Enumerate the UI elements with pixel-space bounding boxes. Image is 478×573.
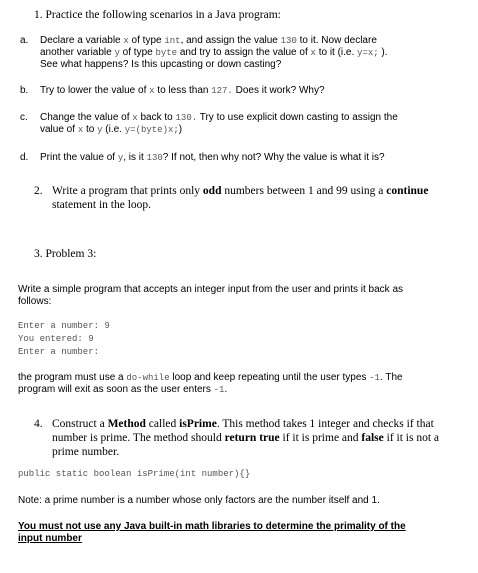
q1c-line1: Change the value of x back to 130. Try to use explicit down casting to assign the (40, 112, 398, 123)
q1c-label: c. (20, 112, 28, 123)
q3-note-line2: program will exit as soon as the user enters -1. (18, 384, 228, 395)
q4-warning-line1: You must not use any Java built-in math libraries to determine the primality of the (18, 521, 406, 532)
q3-intro-line2: follows: (18, 296, 52, 307)
q2-line2: statement in the loop. (52, 199, 152, 211)
q4-line3: prime number. (52, 446, 120, 458)
q1b-text: Try to lower the value of x to less than 127. Does it work? Why? (40, 85, 325, 96)
q1b-label: b. (20, 85, 29, 96)
console-line-2: You entered: 9 (18, 334, 94, 344)
q1a-line3: See what happens? Is this upcasting or down casting? (40, 59, 282, 70)
q1d-text: Print the value of y, is it 130? If not, then why not? Why the value is what it is? (40, 152, 385, 163)
q1a-line1: Declare a variable x of type int, and assign the value 130 to it. Now declare (40, 35, 377, 46)
q1-heading: 1. Practice the following scenarios in a Java program: (34, 9, 281, 21)
console-line-3: Enter a number: (18, 347, 100, 357)
q1a-label: a. (20, 35, 29, 46)
q4-note: Note: a prime number is a number whose only factors are the number itself and 1. (18, 495, 380, 506)
q4-number: 4. (34, 418, 43, 430)
q4-line2: number is prime. The method should return true if it is prime and false if it is not a (52, 432, 440, 444)
console-line-1: Enter a number: 9 (18, 321, 110, 331)
q3-intro-line1: Write a simple program that accepts an integer input from the user and prints it back as (18, 284, 403, 295)
q1d-label: d. (20, 152, 29, 163)
q1c-line2: value of x to y (i.e. y=(byte)x;) (40, 124, 183, 135)
q2-number: 2. (34, 185, 43, 197)
method-signature: public static boolean isPrime(int number){} (18, 469, 251, 479)
q4-line1: Construct a Method called isPrime. This method takes 1 integer and checks if that (52, 418, 434, 430)
q3-heading: 3. Problem 3: (34, 248, 97, 260)
q1a-line2: another variable y of type byte and try to assign the value of x to it (i.e. y=x; ). (40, 47, 388, 58)
q2-line1: Write a program that prints only odd numbers between 1 and 99 using a continue (52, 185, 429, 197)
q3-note-line1: the program must use a do-while loop and keep repeating until the user types -1. The (18, 372, 403, 383)
q4-warning-line2: input number (18, 533, 82, 544)
